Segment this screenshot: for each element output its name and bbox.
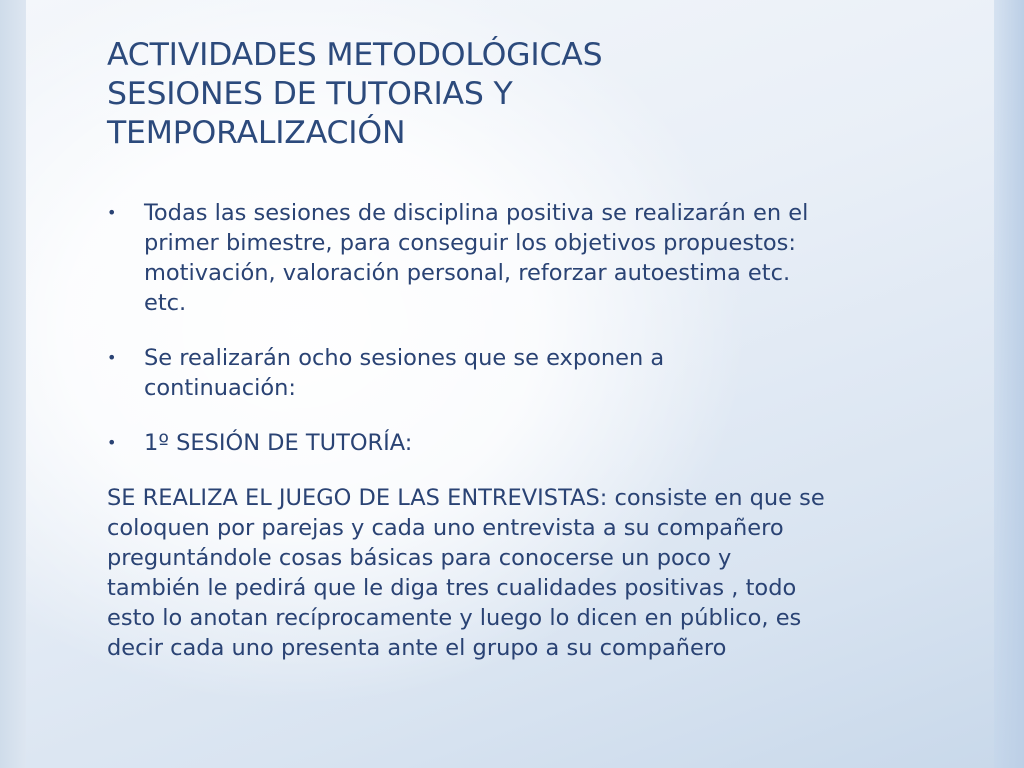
bullet-text-line: primer bimestre, para conseguir los objetivos propuestos: (144, 230, 796, 256)
paragraph-line: esto lo anotan recíprocamente y luego lo dicen en público, es (107, 605, 802, 631)
right-decorative-band (994, 0, 1024, 768)
bullet-icon: • (107, 348, 117, 367)
bullet-text-line: etc. (144, 290, 187, 316)
bullet-text-line: Se realizarán ocho sesiones que se exponen a (144, 345, 665, 371)
slide-title-line-3: TEMPORALIZACIÓN (107, 115, 406, 151)
session-description (107, 483, 987, 663)
bullet-list (107, 198, 987, 458)
slide-title (107, 36, 987, 153)
slide-body (107, 198, 987, 663)
bullet-text-line: motivación, valoración personal, reforzar autoestima etc. (144, 260, 791, 286)
paragraph-line: SE REALIZA EL JUEGO DE LAS ENTREVISTAS: consiste en que se (107, 485, 825, 511)
bullet-icon: • (107, 433, 117, 452)
left-decorative-band (0, 0, 26, 768)
slide-title-line-1: ACTIVIDADES METODOLÓGICAS (107, 37, 603, 73)
bullet-text-line: Todas las sesiones de disciplina positiva se realizarán en el (144, 200, 809, 226)
paragraph-line: decir cada uno presenta ante el grupo a su compañero (107, 635, 727, 661)
paragraph-line: también le pedirá que le diga tres cualidades positivas , todo (107, 575, 797, 601)
bullet-text-line: continuación: (144, 375, 297, 401)
paragraph-line: preguntándole cosas básicas para conocerse un poco y (107, 545, 732, 571)
bullet-item-2 (107, 343, 987, 403)
bullet-item-1 (107, 198, 987, 318)
bullet-icon: • (107, 203, 117, 222)
slide-title-line-2: SESIONES DE TUTORIAS Y (107, 76, 513, 112)
bullet-text-line: 1º SESIÓN DE TUTORÍA: (144, 430, 413, 456)
bullet-item-3 (107, 428, 987, 458)
paragraph-line: coloquen por parejas y cada uno entrevista a su compañero (107, 515, 784, 541)
